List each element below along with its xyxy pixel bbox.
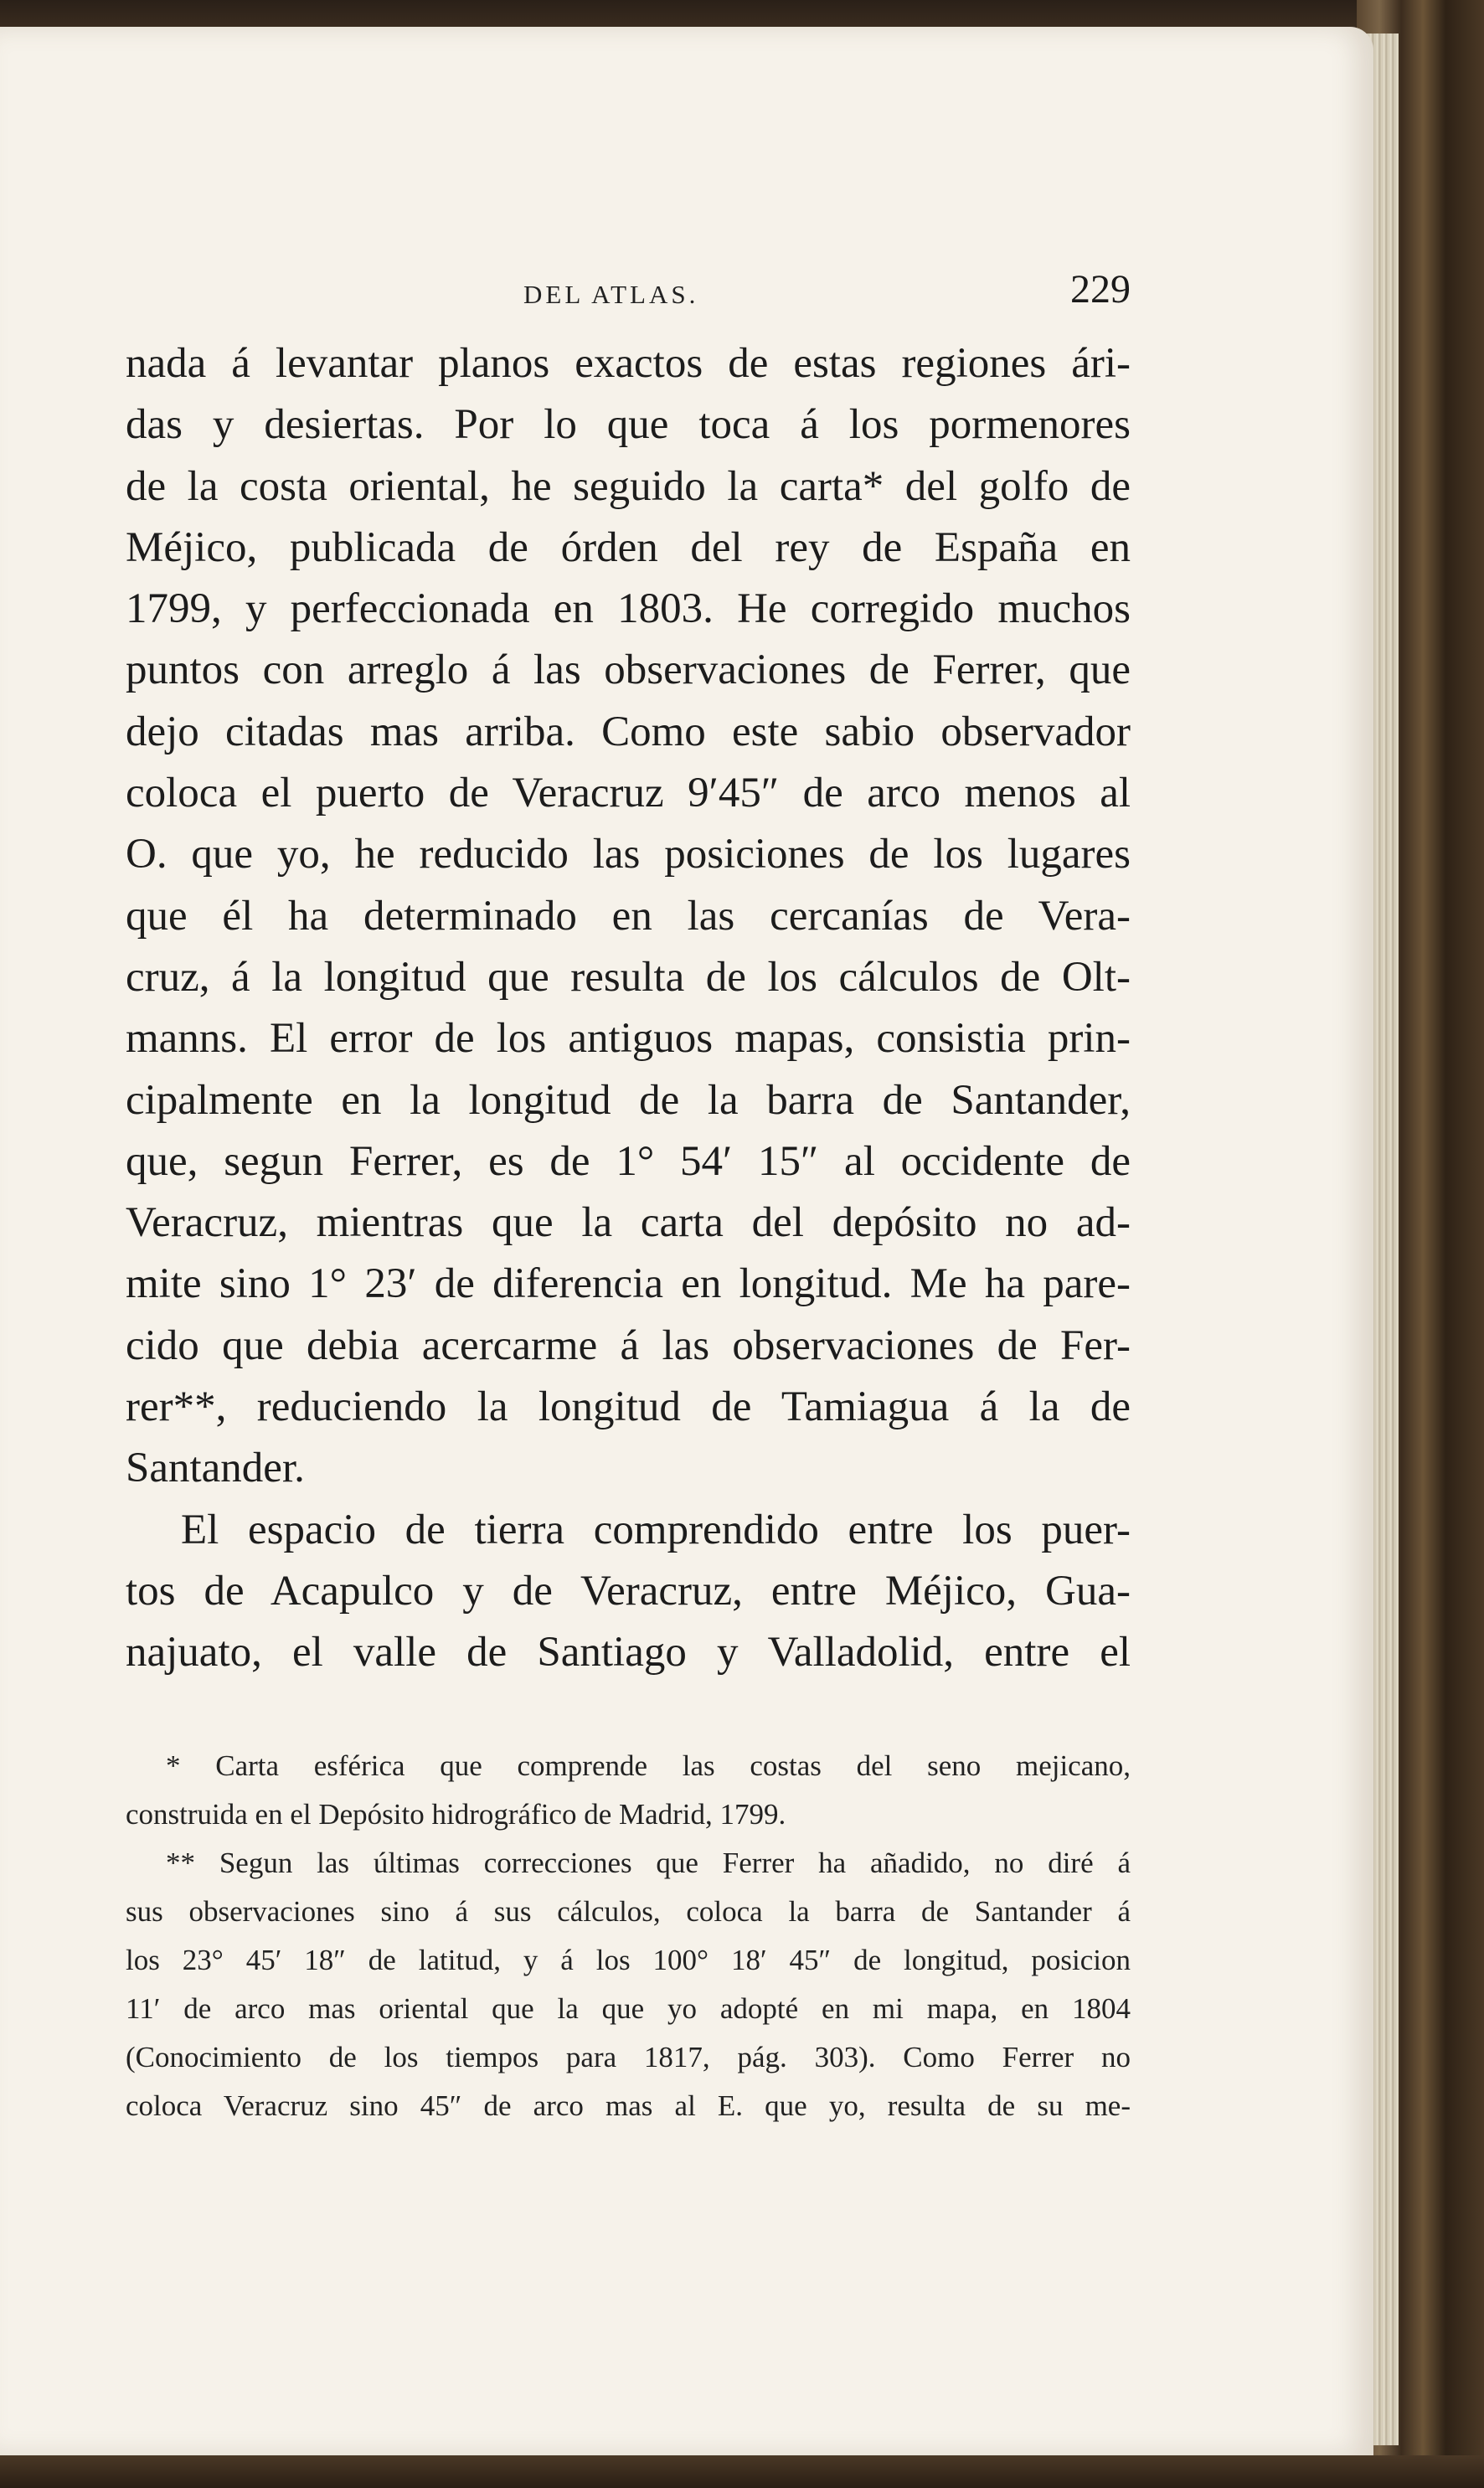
body-line: El espacio de tierra comprendido entre los puer- bbox=[181, 1506, 1131, 1553]
body-line: cruz, á la longitud que resulta de los cálculos de Olt- bbox=[126, 953, 1131, 1001]
body-line: 1799, y perfeccionada en 1803. He corregido muchos bbox=[126, 585, 1131, 633]
body-line: que, segun Ferrer, es de 1° 54′ 15″ al occidente de bbox=[126, 1137, 1131, 1185]
body-line: que él ha determinado en las cercanías de Vera- bbox=[126, 892, 1131, 940]
footnote-line: los 23° 45′ 18″ de latitud, y á los 100° 18′ 45″ de longitud, posicion bbox=[126, 1944, 1131, 1976]
body-line: manns. El error de los antiguos mapas, consistia prin- bbox=[126, 1015, 1131, 1063]
footnote-line: ** Segun las últimas correcciones que Ferrer ha añadido, no diré á bbox=[166, 1847, 1131, 1879]
running-head: DEL ATLAS. bbox=[523, 280, 699, 309]
footnotes bbox=[126, 1742, 1131, 2130]
body-line: rer**, reduciendo la longitud de Tamiagua á la de bbox=[126, 1383, 1131, 1431]
page-number: 229 bbox=[1070, 267, 1131, 312]
footnote-line: sus observaciones sino á sus cálculos, coloca la barra de Santander á bbox=[126, 1895, 1131, 1928]
body-line: Méjico, publicada de órden del rey de España en bbox=[126, 523, 1131, 571]
footnote-line: 11′ de arco mas oriental que la que yo adopté en mi mapa, en 1804 bbox=[126, 1992, 1131, 2025]
body-line: O. que yo, he reducido las posiciones de los lugares bbox=[126, 831, 1131, 878]
page-header bbox=[126, 266, 1131, 317]
scan-top-edge bbox=[0, 0, 1484, 28]
body-line: cipalmente en la longitud de la barra de Santander, bbox=[126, 1076, 1131, 1124]
scan-bottom-edge bbox=[0, 2455, 1484, 2488]
body-line: najuato, el valle de Santiago y Valladolid, entre el bbox=[126, 1629, 1131, 1677]
body-text bbox=[126, 333, 1131, 1684]
body-line: cido que debia acercarme á las observaciones de Fer- bbox=[126, 1321, 1131, 1369]
body-line: puntos con arreglo á las observaciones de Ferrer, que bbox=[126, 646, 1131, 694]
body-line: tos de Acapulco y de Veracruz, entre Méjico, Gua- bbox=[126, 1567, 1131, 1615]
body-line: de la costa oriental, he seguido la carta* del golfo de bbox=[126, 462, 1131, 510]
body-line: coloca el puerto de Veracruz 9′45″ de arco menos al bbox=[126, 770, 1131, 817]
body-line: Veracruz, mientras que la carta del depósito no ad- bbox=[126, 1199, 1131, 1247]
body-line: dejo citadas mas arriba. Como este sabio observador bbox=[126, 708, 1131, 755]
body-line: das y desiertas. Por lo que toca á los pormenores bbox=[126, 401, 1131, 449]
footnote-line: construida en el Depósito hidrográfico de Madrid, 1799. bbox=[126, 1798, 786, 1831]
footnote-line: (Conocimiento de los tiempos para 1817, pág. 303). Como Ferrer no bbox=[126, 2041, 1131, 2073]
body-line: nada á levantar planos exactos de estas regiones ári- bbox=[126, 340, 1131, 387]
body-line: mite sino 1° 23′ de diferencia en longitud. Me ha pare- bbox=[126, 1260, 1131, 1308]
footnote-line: * Carta esférica que comprende las costas del seno mejicano, bbox=[166, 1749, 1131, 1782]
body-line: Santander. bbox=[126, 1445, 305, 1492]
footnote-line: coloca Veracruz sino 45″ de arco mas al E. que yo, resulta de su me- bbox=[126, 2089, 1131, 2122]
